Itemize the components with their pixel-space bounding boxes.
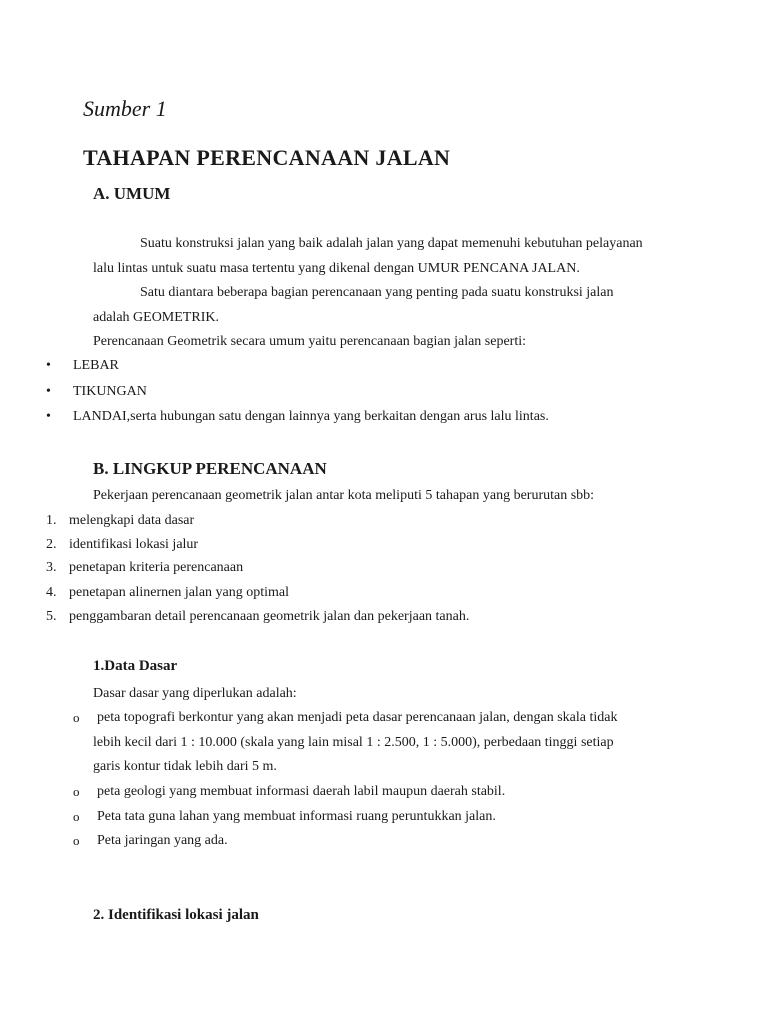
section-a-heading: A. UMUM: [93, 184, 171, 203]
subsection-2-heading: 2. Identifikasi lokasi jalan: [93, 907, 259, 923]
list-number-5: 5.: [46, 609, 57, 624]
section-b-intro: Pekerjaan perencanaan geometrik jalan antar kota meliputi 5 tahapan yang berurutan sbb:: [93, 488, 595, 503]
circle-bullet-icon: o: [73, 784, 80, 799]
bullet-item-tikungan: TIKUNGAN: [73, 384, 147, 399]
list-item: penetapan kriteria perencanaan: [69, 560, 244, 575]
source-label: Sumber 1: [83, 96, 167, 121]
list-number-1: 1.: [46, 513, 57, 528]
data-item-topografi-line-2: lebih kecil dari 1 : 10.000 (skala yang lain misal 1 : 2.500, 1 : 5.000), perbedaan tinggi setiap: [93, 735, 614, 750]
circle-bullet-icon: o: [73, 710, 80, 725]
section-a-paragraph-2-line-1: Satu diantara beberapa bagian perencanaan yang penting pada suatu konstruksi jalan: [140, 285, 614, 300]
circle-bullet-icon: o: [73, 809, 80, 824]
subsection-1-intro: Dasar dasar yang diperlukan adalah:: [93, 686, 297, 701]
subsection-1-heading: 1.Data Dasar: [93, 658, 178, 674]
section-a-paragraph-1-line-2: lalu lintas untuk suatu masa tertentu yang dikenal dengan UMUR PENCANA JALAN.: [93, 261, 580, 276]
list-item: melengkapi data dasar: [69, 513, 195, 528]
bullet-marker: •: [46, 384, 51, 399]
list-item: identifikasi lokasi jalur: [69, 537, 199, 552]
bullet-marker: •: [46, 358, 51, 373]
section-a-paragraph-3: Perencanaan Geometrik secara umum yaitu perencanaan bagian jalan seperti:: [93, 334, 527, 349]
list-number-3: 3.: [46, 560, 57, 575]
data-item-topografi-line-3: garis kontur tidak lebih dari 5 m.: [93, 759, 277, 774]
bullet-item-lebar: LEBAR: [73, 358, 119, 373]
list-number-4: 4.: [46, 585, 57, 600]
section-a-paragraph-2-line-2: adalah GEOMETRIK.: [93, 310, 219, 325]
list-item: penggambaran detail perencanaan geometrik jalan dan pekerjaan tanah.: [69, 609, 470, 624]
circle-bullet-icon: o: [73, 833, 80, 848]
section-b-heading: B. LINGKUP PERENCANAAN: [93, 459, 327, 478]
data-item-topografi-line-1: peta topografi berkontur yang akan menjadi peta dasar perencanaan jalan, dengan skala tidak: [97, 710, 618, 725]
data-item-tata-guna-lahan: Peta tata guna lahan yang membuat informasi ruang peruntukkan jalan.: [97, 809, 496, 824]
page-title: TAHAPAN PERENCANAAN JALAN: [83, 145, 451, 170]
bullet-item-landai: LANDAI,serta hubungan satu dengan lainnya yang berkaitan dengan arus lalu lintas.: [73, 409, 549, 424]
data-item-geologi: peta geologi yang membuat informasi daerah labil maupun daerah stabil.: [97, 784, 506, 799]
section-a-paragraph-1-line-1: Suatu konstruksi jalan yang baik adalah jalan yang dapat memenuhi kebutuhan pelayanan: [140, 236, 643, 251]
bullet-marker: •: [46, 409, 51, 424]
data-item-jaringan: Peta jaringan yang ada.: [97, 833, 228, 848]
list-number-2: 2.: [46, 537, 57, 552]
list-item: penetapan alinernen jalan yang optimal: [69, 585, 290, 600]
